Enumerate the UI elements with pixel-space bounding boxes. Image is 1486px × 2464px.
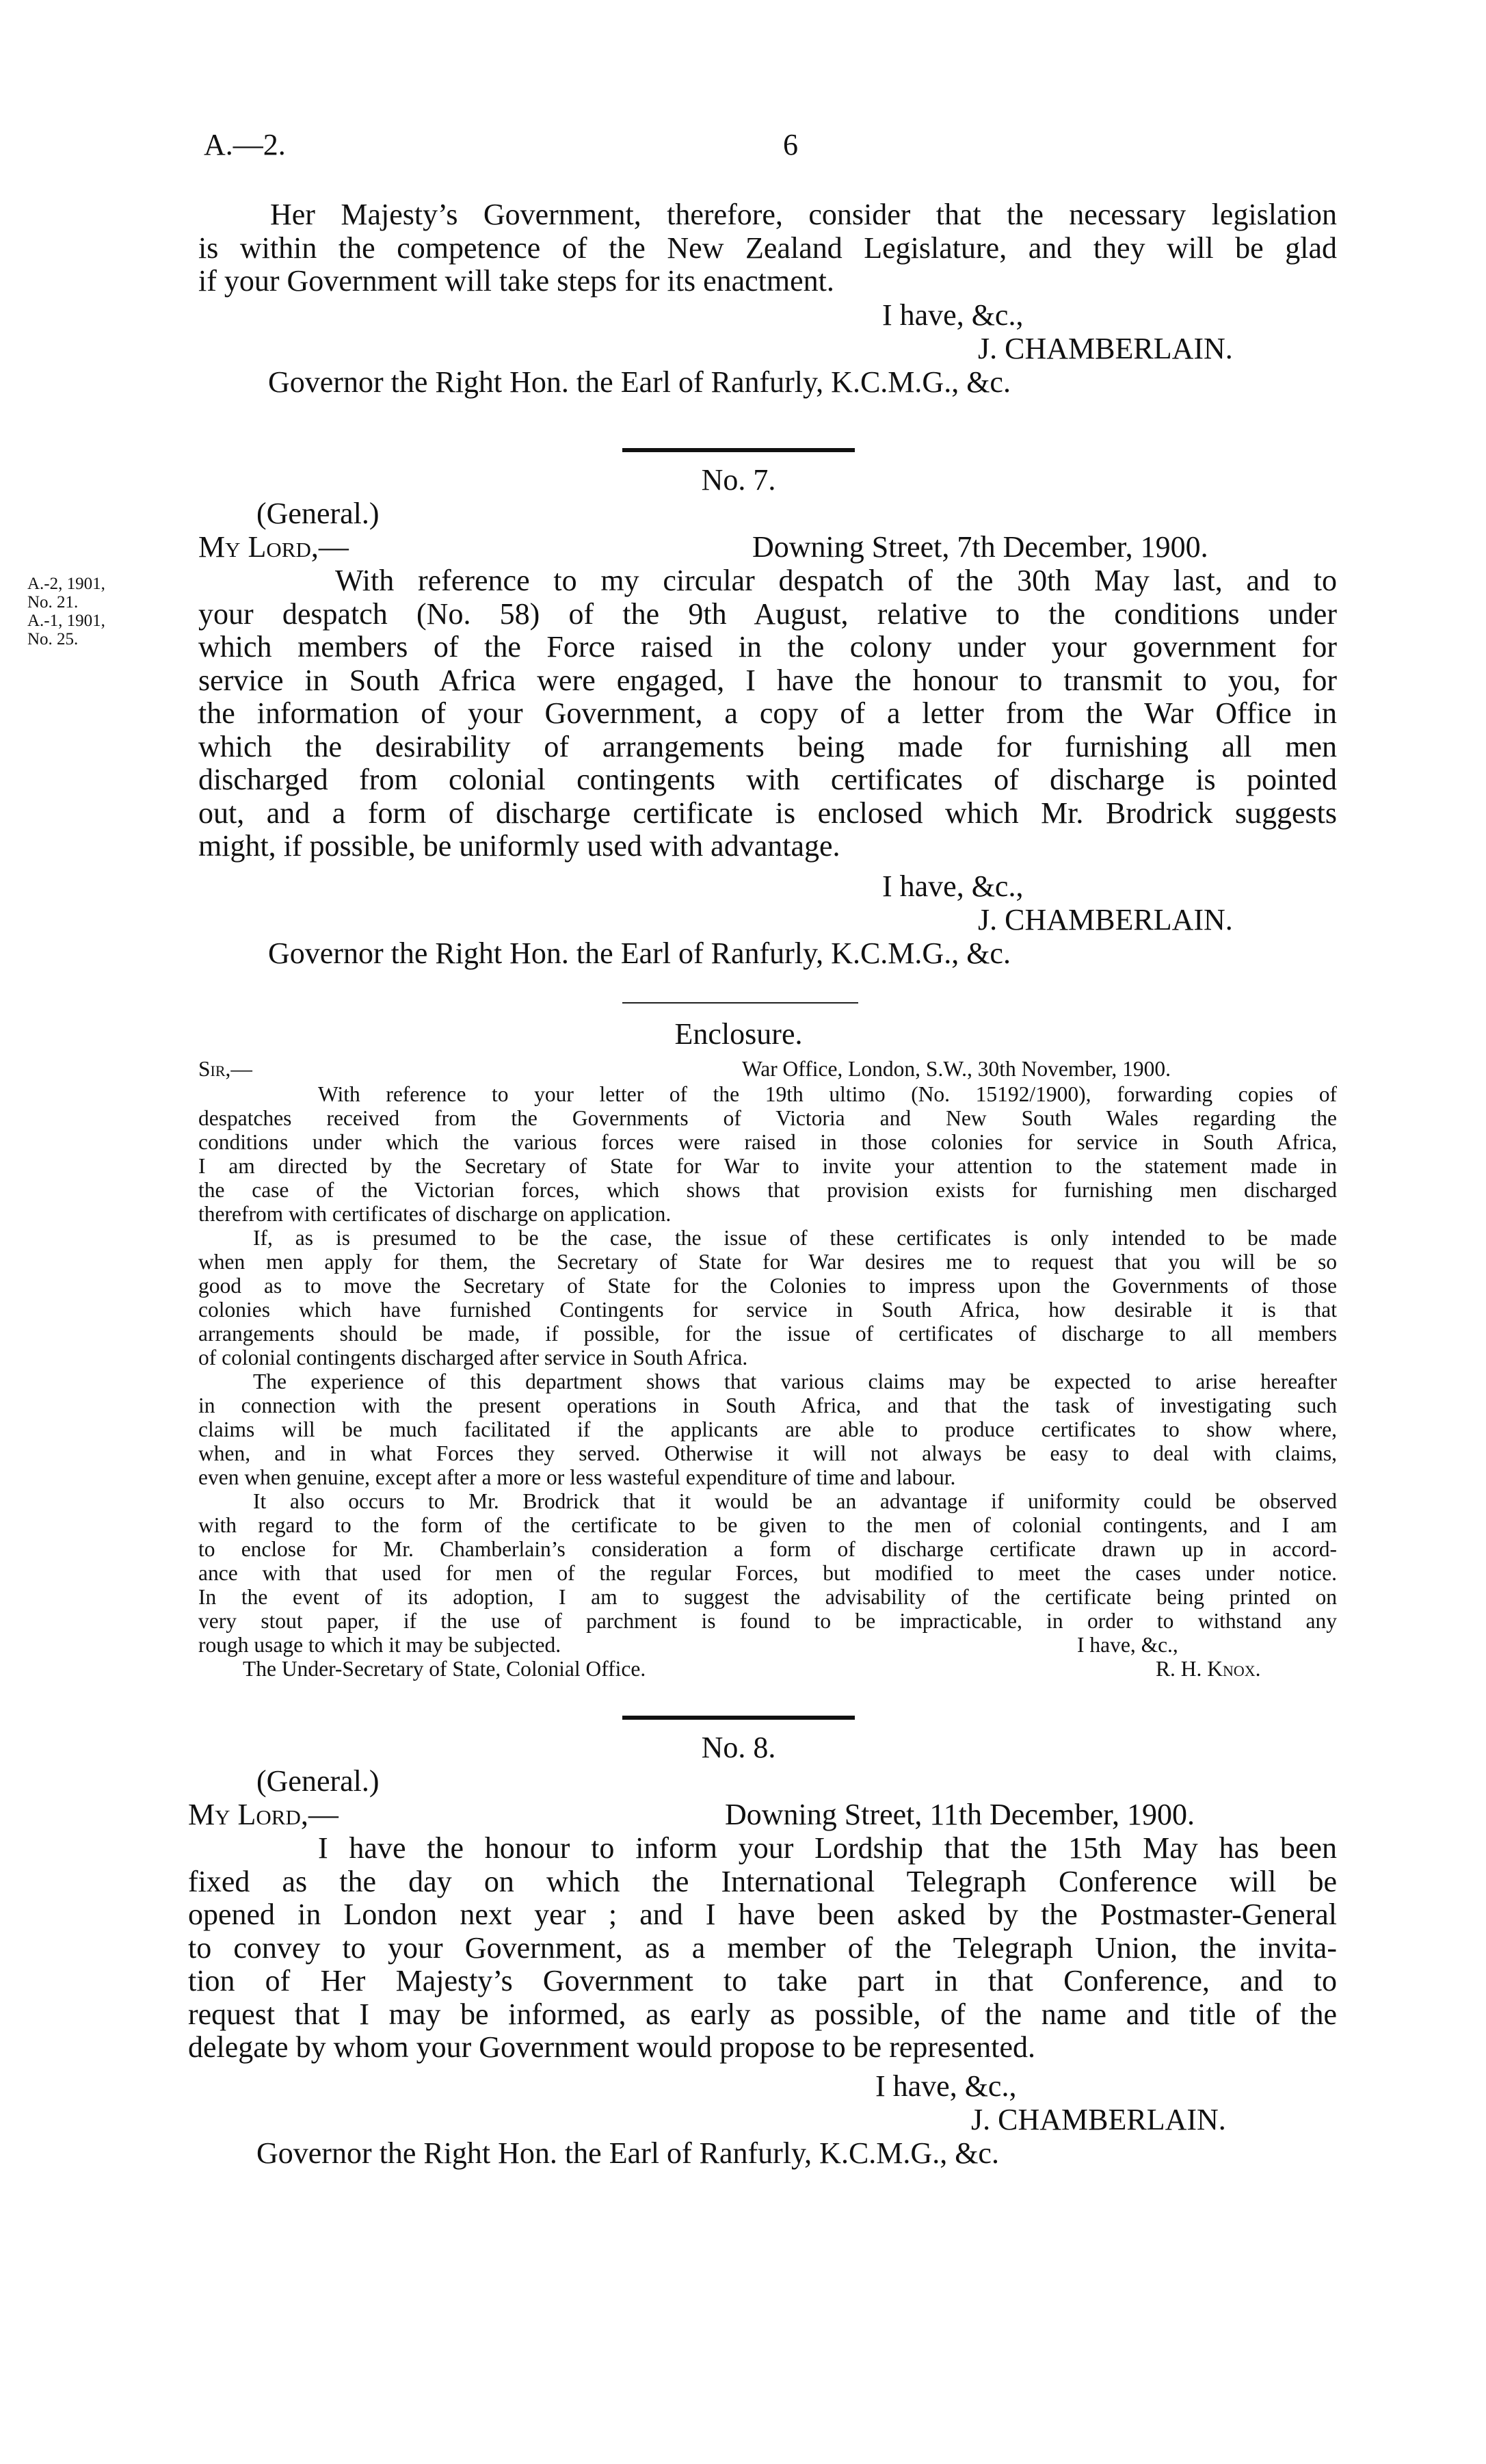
text-line: to enclose for Mr. Chamberlain’s consideration a form of discharge certificate drawn up in accord- [198,1537,1337,1561]
text-line: Her Majesty’s Government, therefore, consider that the necessary legislation [270,198,1337,231]
text-line: therefrom with certificates of discharge on application. [198,1202,672,1226]
text-line: fixed as the day on which the International Telegraph Conference will be [188,1864,1337,1898]
intro-paragraph [198,198,1337,298]
text-line: when men apply for them, the Secretary of State for War desires me to request that you will be so [198,1250,1337,1274]
sign-off: I have, &c., [882,298,1024,332]
despatch-category: (General.) [256,1764,380,1798]
addressee: Governor the Right Hon. the Earl of Ranfurly, K.C.M.G., &c. [256,2136,999,2170]
text-line: delegate by whom your Government would propose to be represented. [188,2030,1035,2064]
text-line: despatches received from the Governments of Victoria and New South Wales regarding the [198,1106,1337,1130]
text-line: It also occurs to Mr. Brodrick that it would be an advantage if uniformity could be observed [253,1489,1337,1513]
section-divider [622,1716,855,1720]
salutation: My Lord,— [198,530,349,564]
text-line: your despatch (No. 58) of the 9th August, relative to the conditions under [198,597,1337,631]
text-line: opened in London next year ; and I have been asked by the Postmaster-General [188,1898,1337,1931]
text-line: tion of Her Majesty’s Government to take part in that Conference, and to [188,1964,1337,1997]
text-line: I have the honour to inform your Lordship that the 15th May has been [318,1831,1337,1865]
text-line: If, as is presumed to be the case, the issue of these certificates is only intended to be made [253,1226,1337,1250]
text-line: to convey to your Government, as a member of the Telegraph Union, the invita- [188,1930,1337,1965]
enclosure-body [198,1082,1337,1657]
text-line: rough usage to which it may be subjected. [198,1633,561,1657]
no7-body [198,564,1337,863]
recipient: The Under-Secretary of State, Colonial Office. [243,1657,646,1681]
margin-ref-line: No. 21. [27,593,79,612]
text-line: which members of the Force raised in the colony under your government for [198,630,1337,664]
text-line: in connection with the present operations in South Africa, and that the task of investigating such [198,1393,1337,1417]
margin-ref-line: A.-2, 1901, [27,575,105,593]
text-line: is within the competence of the New Zealand Legislature, and they will be glad [198,231,1337,265]
text-line: of colonial contingents discharged after service in South Africa. [198,1346,748,1369]
text-line: out, and a form of discharge certificate is enclosed which Mr. Brodrick suggests [198,796,1337,830]
text-line: with regard to the form of the certificate to be given to the men of colonial contingents, and I am [198,1513,1337,1537]
addressee: Governor the Right Hon. the Earl of Ranfurly, K.C.M.G., &c. [268,936,1011,970]
signature: J. CHAMBERLAIN. [978,332,1233,365]
text-line: very stout paper, if the use of parchment is found to be impracticable, in order to withstand any [198,1609,1337,1633]
text-line: good as to move the Secretary of State for the Colonies to impress upon the Governments of those [198,1274,1337,1298]
sign-off: I have, &c., [1077,1633,1178,1657]
text-line: conditions under which the various forces were raised in those colonies for service in South Africa, [198,1130,1337,1154]
text-line: the case of the Victorian forces, which shows that provision exists for furnishing men discharged [198,1178,1337,1202]
signature: J. CHAMBERLAIN. [978,903,1233,936]
text-line: claims will be much facilitated if the applicants are able to produce certificates to show where, [198,1417,1337,1441]
page-number: 6 [783,128,798,161]
place-date: War Office, London, S.W., 30th November, 1900. [742,1057,1171,1081]
text-line: request that I may be informed, as early as possible, of the name and title of the [188,1997,1337,2031]
text-line: The experience of this department shows that various claims may be expected to arise hereafter [253,1369,1337,1393]
margin-ref-line: No. 25. [27,630,79,648]
text-line: arrangements should be made, if possible, for the issue of certificates of discharge to all members [198,1322,1337,1346]
text-line: colonies which have furnished Contingents for service in South Africa, how desirable it is that [198,1298,1337,1322]
text-line: which the desirability of arrangements being made for furnishing all men [198,729,1337,763]
document-reference: A.—2. [204,128,286,161]
text-line: With reference to my circular despatch of the 30th May last, and to [335,564,1337,597]
no8-body [188,1832,1337,2065]
text-line: the information of your Government, a copy of a letter from the War Office in [198,696,1337,730]
text-line: when, and in what Forces they served. Otherwise it will not always be easy to deal with claims, [198,1441,1337,1465]
section-divider [622,1002,858,1004]
sign-off: I have, &c., [882,869,1024,903]
text-line: In the event of its adoption, I am to suggest the advisability of the certificate being printed on [198,1585,1337,1609]
salutation: Sir,— [198,1057,252,1081]
place-date: Downing Street, 11th December, 1900. [725,1798,1195,1831]
text-line: ance with that used for men of the regular Forces, but modified to meet the cases under notice. [198,1561,1337,1585]
signature: J. CHAMBERLAIN. [971,2103,1226,2136]
margin-ref-line: A.-1, 1901, [27,612,105,630]
text-line: service in South Africa were engaged, I have the honour to transmit to you, for [198,663,1337,697]
signature: R. H. Knox. [1156,1657,1261,1681]
section-heading-no7: No. 7. [701,463,776,497]
addressee: Governor the Right Hon. the Earl of Ranfurly, K.C.M.G., &c. [268,365,1011,399]
section-heading-no8: No. 8. [701,1731,776,1764]
text-line: might, if possible, be uniformly used with advantage. [198,829,840,863]
text-line: even when genuine, except after a more or less wasteful expenditure of time and labour. [198,1465,956,1489]
text-line: I am directed by the Secretary of State for War to invite your attention to the statement made in [198,1154,1337,1178]
place-date: Downing Street, 7th December, 1900. [752,530,1208,564]
salutation: My Lord,— [188,1798,339,1831]
sign-off: I have, &c., [875,2069,1017,2103]
enclosure-heading: Enclosure. [674,1017,803,1051]
despatch-category: (General.) [256,497,380,530]
margin-reference [27,575,105,648]
section-divider [622,448,855,452]
text-line: if your Government will take steps for its enactment. [198,264,834,298]
text-line: discharged from colonial contingents with certificates of discharge is pointed [198,763,1337,796]
text-line: With reference to your letter of the 19th ultimo (No. 15192/1900), forwarding copies of [318,1082,1337,1106]
